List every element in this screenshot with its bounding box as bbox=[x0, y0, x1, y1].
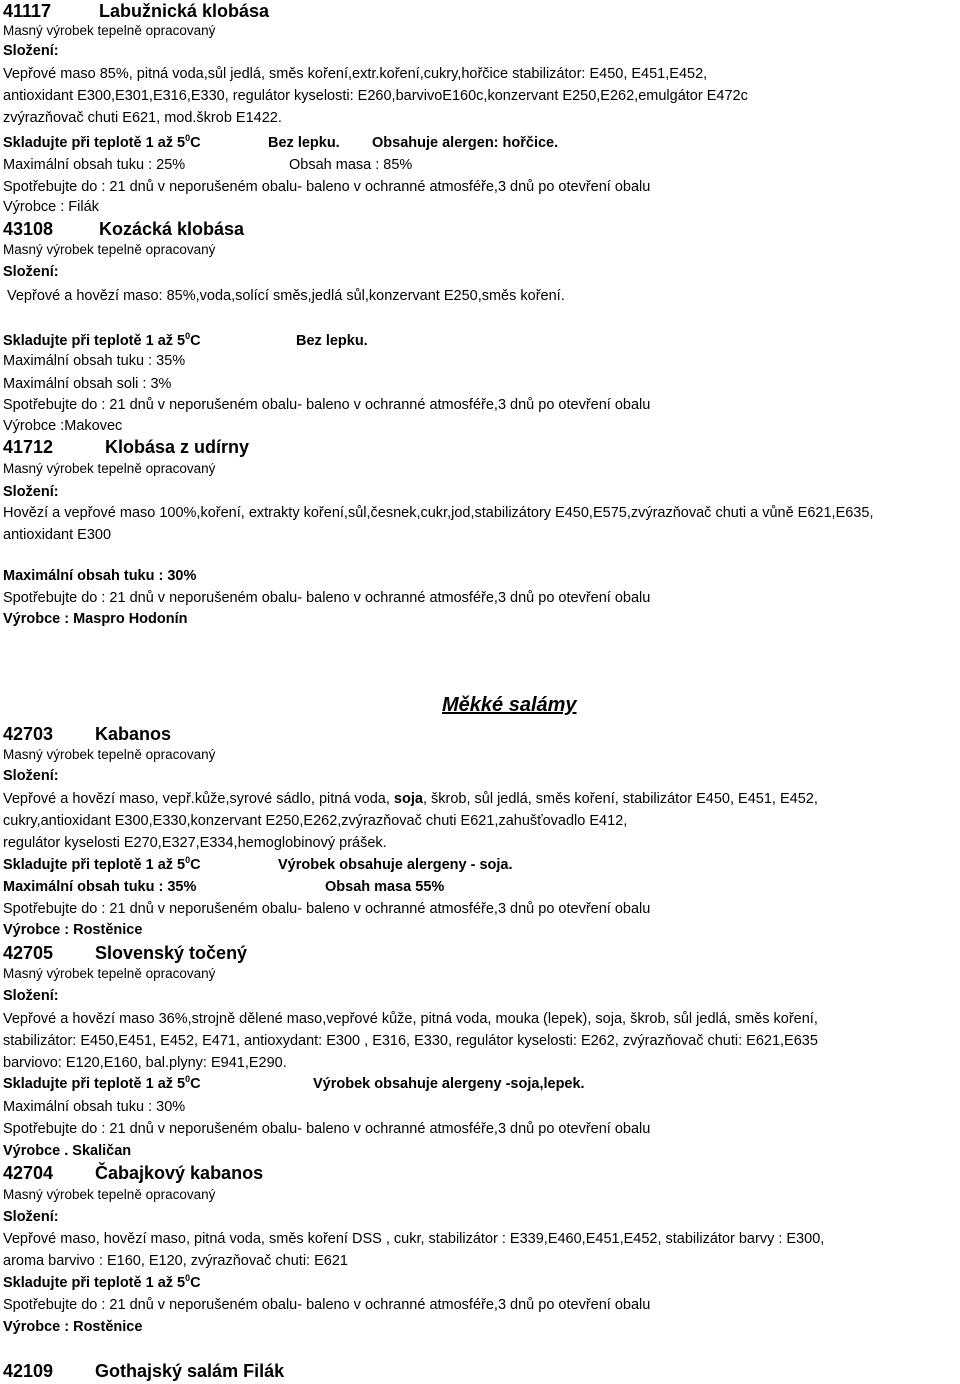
product-code: 43108 bbox=[3, 219, 54, 239]
product-heading bbox=[3, 723, 171, 745]
manufacturer: Výrobce :Makovec bbox=[3, 418, 123, 434]
product-name: Čabajkový kabanos bbox=[95, 1163, 264, 1183]
manufacturer: Výrobce : Rostěnice bbox=[3, 922, 143, 938]
product-code: 41712 bbox=[3, 437, 54, 457]
manufacturer: Výrobce : Filák bbox=[3, 199, 99, 215]
meat-content: Obsah masa : 85% bbox=[289, 157, 413, 173]
fat-content: Maximální obsah tuku : 30% bbox=[3, 1099, 186, 1115]
composition-label: Složení: bbox=[3, 264, 59, 280]
composition-line: stabilizátor: E450,E451, E452, E471, antioxydant: E300 , E316, E330, regulátor kyselosti: E262, zvýrazňovač chuti: E621,E635 bbox=[3, 1033, 818, 1049]
product-type: Masný výrobek tepelně opracovaný bbox=[3, 747, 216, 762]
allergen-note: Výrobek obsahuje alergeny -soja,lepek. bbox=[313, 1076, 585, 1092]
product-name: Kabanos bbox=[95, 724, 172, 744]
product-code: 41117 bbox=[3, 1, 52, 21]
composition-line: Vepřové a hovězí maso, vepř.kůže,syrové sádlo, pitná voda, soja, škrob, sůl jedlá, směs koření, stabilizátor E450, E451, E452, bbox=[3, 791, 818, 807]
meat-content: Obsah masa 55% bbox=[325, 879, 445, 895]
salt-content: Maximální obsah soli : 3% bbox=[3, 376, 172, 392]
product-name: Labužnická klobása bbox=[99, 1, 270, 21]
storage-line: Skladujte při teplotě 1 až $5^0C$ bbox=[3, 855, 201, 873]
consume-by: Spotřebujte do : 21 dnů v neporušeném obalu- baleno v ochranné atmosféře,3 dnů po otevření obalu bbox=[3, 1297, 651, 1313]
storage-line: Skladujte při teplotě 1 až $5^0C$ bbox=[3, 1273, 201, 1291]
allergen-note: Výrobek obsahuje alergeny - soja. bbox=[278, 857, 513, 873]
section-title: Měkké salámy bbox=[442, 694, 577, 716]
product-heading bbox=[3, 436, 249, 458]
composition-label: Složení: bbox=[3, 988, 59, 1004]
product-code: 42703 bbox=[3, 724, 54, 744]
product-type: Masný výrobek tepelně opracovaný bbox=[3, 966, 216, 981]
gluten-note: Bez lepku. bbox=[268, 135, 340, 151]
product-heading bbox=[3, 942, 247, 964]
composition-line: aroma barvivo : E160, E120, zvýrazňovač chuti: E621 bbox=[3, 1253, 348, 1269]
composition-line: Hovězí a vepřové maso 100%,koření, extrakty koření,sůl,česnek,cukr,jod,stabilizátory E450,E575,zvýrazňovač chuti a vůně E621,E635, bbox=[3, 505, 874, 521]
consume-by: Spotřebujte do : 21 dnů v neporušeném obalu- baleno v ochranné atmosféře,3 dnů po otevření obalu bbox=[3, 179, 651, 195]
product-name: Gothajský salám Filák bbox=[95, 1361, 285, 1381]
fat-content: Maximální obsah tuku : 30% bbox=[3, 568, 197, 584]
composition-label: Složení: bbox=[3, 1209, 59, 1225]
fat-content: Maximální obsah tuku : 25% bbox=[3, 157, 186, 173]
product-type: Masný výrobek tepelně opracovaný bbox=[3, 23, 216, 38]
storage-line: Skladujte při teplotě 1 až $5^0C$ bbox=[3, 1074, 201, 1092]
composition-line: zvýrazňovač chuti E621, mod.škrob E1422. bbox=[3, 110, 282, 126]
consume-by: Spotřebujte do : 21 dnů v neporušeném obalu- baleno v ochranné atmosféře,3 dnů po otevření obalu bbox=[3, 397, 651, 413]
composition-line: antioxidant E300,E301,E316,E330, regulátor kyselosti: E260,barvivoE160c,konzervant E250,E262,emulgátor E472c bbox=[3, 88, 748, 104]
composition-line: regulátor kyselosti E270,E327,E334,hemoglobinový prášek. bbox=[3, 835, 387, 851]
product-name: Kozácká klobása bbox=[99, 219, 245, 239]
fat-content: Maximální obsah tuku : 35% bbox=[3, 879, 197, 895]
composition-line: Vepřové a hovězí maso: 85%,voda,solící směs,jedlá sůl,konzervant E250,směs koření. bbox=[7, 288, 565, 304]
storage-line: Skladujte při teplotě 1 až $5^0C$ bbox=[3, 331, 201, 349]
composition-line: antioxidant E300 bbox=[3, 527, 112, 543]
manufacturer: Výrobce : Rostěnice bbox=[3, 1319, 143, 1335]
product-type: Masný výrobek tepelně opracovaný bbox=[3, 461, 216, 476]
product-name: Klobása z udírny bbox=[105, 437, 250, 457]
allergen-note: Obsahuje alergen: hořčice. bbox=[372, 135, 559, 151]
manufacturer: Výrobce . Skaličan bbox=[3, 1143, 132, 1159]
product-heading bbox=[3, 1162, 263, 1184]
product-name: Slovenský točený bbox=[95, 943, 248, 963]
product-code: 42704 bbox=[3, 1163, 54, 1183]
product-code: 42109 bbox=[3, 1361, 54, 1381]
product-type: Masný výrobek tepelně opracovaný bbox=[3, 242, 216, 257]
storage-line: Skladujte při teplotě 1 až $5^0C$ bbox=[3, 133, 201, 151]
consume-by: Spotřebujte do : 21 dnů v neporušeném obalu- baleno v ochranné atmosféře,3 dnů po otevření obalu bbox=[3, 901, 651, 917]
composition-line: Vepřové a hovězí maso 36%,strojně dělené maso,vepřové kůže, pitná voda, mouka (lepek), soja, škrob, sůl jedlá, směs koření, bbox=[3, 1011, 818, 1027]
composition-line: barviovo: E120,E160, bal.plyny: E941,E290. bbox=[3, 1055, 287, 1071]
gluten-note: Bez lepku. bbox=[296, 333, 368, 349]
product-code: 42705 bbox=[3, 943, 54, 963]
composition-label: Složení: bbox=[3, 43, 59, 59]
product-heading bbox=[3, 218, 244, 240]
composition-line: Vepřové maso 85%, pitná voda,sůl jedlá, směs koření,extr.koření,cukry,hořčice stabilizátor: E450, E451,E452, bbox=[3, 66, 708, 82]
product-heading bbox=[3, 0, 269, 22]
manufacturer: Výrobce : Maspro Hodonín bbox=[3, 611, 188, 627]
product-type: Masný výrobek tepelně opracovaný bbox=[3, 1187, 216, 1202]
composition-label: Složení: bbox=[3, 768, 59, 784]
product-heading bbox=[3, 1360, 284, 1382]
consume-by: Spotřebujte do : 21 dnů v neporušeném obalu- baleno v ochranné atmosféře,3 dnů po otevření obalu bbox=[3, 590, 651, 606]
fat-content: Maximální obsah tuku : 35% bbox=[3, 353, 186, 369]
composition-line: cukry,antioxidant E300,E330,konzervant E250,E262,zvýrazňovač chuti E621,zahušťovadlo E412, bbox=[3, 813, 628, 829]
composition-label: Složení: bbox=[3, 484, 59, 500]
consume-by: Spotřebujte do : 21 dnů v neporušeném obalu- baleno v ochranné atmosféře,3 dnů po otevření obalu bbox=[3, 1121, 651, 1137]
composition-line: Vepřové maso, hovězí maso, pitná voda, směs koření DSS , cukr, stabilizátor : E339,E460,E451,E452, stabilizátor barvy : E300, bbox=[3, 1231, 825, 1247]
allergen-highlight: soja bbox=[393, 791, 423, 807]
